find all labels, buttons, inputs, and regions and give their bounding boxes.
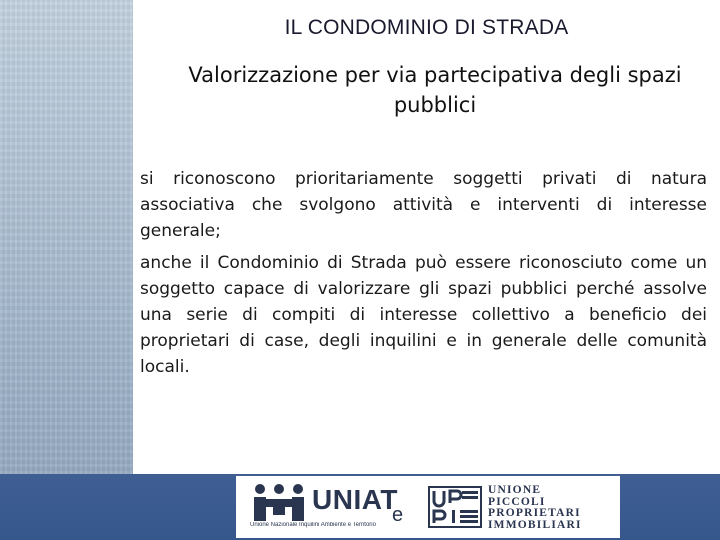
uniat-logo-caption: Unione Nazionale Inquilini Ambiente e Territorio bbox=[250, 522, 376, 528]
body-paragraph-2: anche il Condominio di Strada può essere riconosciuto come un soggetto capace di valorizzare gli spazi pubblici perché assolve una serie di compiti di interesse collettivo a beneficio dei proprietari di case, degli inquilini e in generale delle comunità locali. bbox=[140, 253, 707, 377]
decorative-side-panel bbox=[0, 0, 133, 474]
slide-title: IL CONDOMINIO DI STRADA bbox=[284, 16, 569, 39]
logo-connector: e bbox=[392, 504, 404, 526]
partner-logos bbox=[236, 476, 620, 538]
uppi-logo-icon bbox=[428, 486, 482, 528]
uppi-logo-text bbox=[488, 485, 616, 531]
body-paragraph-1: si riconoscono prioritariamente soggetti privati di natura associativa che svolgono attività e interventi di interesse generale; bbox=[140, 169, 707, 241]
footer-band bbox=[0, 474, 720, 540]
uppi-logo-line-2: PICCOLI bbox=[488, 495, 546, 508]
uniat-logo-text: UNIAT bbox=[312, 484, 398, 515]
slide-body bbox=[140, 166, 707, 386]
uppi-logo-line-4: IMMOBILIARI bbox=[488, 518, 582, 531]
uppi-logo-line-1: UNIONE bbox=[488, 484, 542, 496]
uppi-logo-line-3: PROPRIETARI bbox=[488, 507, 581, 519]
uniat-logo-icon bbox=[250, 482, 308, 522]
slide-subtitle: Valorizzazione per via partecipativa degli spazi pubblici bbox=[188, 63, 682, 117]
